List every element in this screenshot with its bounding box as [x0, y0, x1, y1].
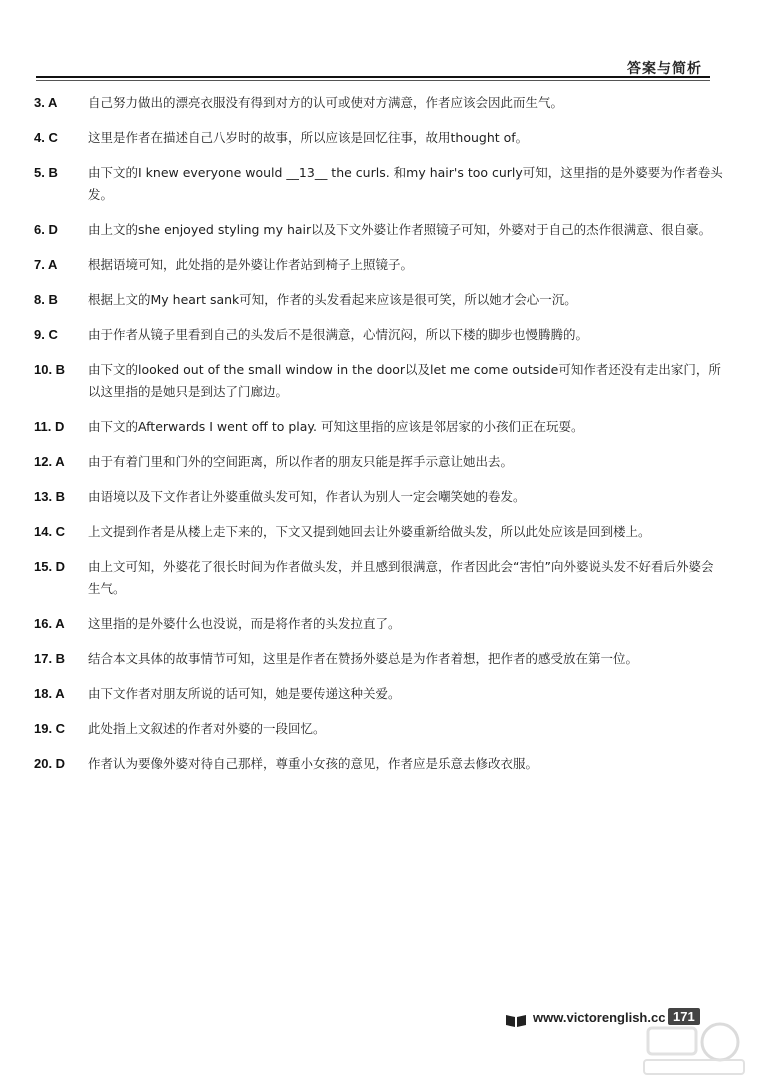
answer-explanation: 由上文可知，外婆花了很长时间为作者做头发，并且感到很满意，作者因此会“害怕”向外婆说头发不好看后外婆会生气。: [88, 559, 714, 596]
answer-item: [34, 416, 724, 438]
answer-explanation: 自己努力做出的漂亮衣服没有得到对方的认可或使对方满意，作者应该会因此而生气。: [88, 95, 564, 110]
answer-explanation: 由下文作者对朋友所说的话可知，她是要传递这种关爱。: [88, 686, 401, 701]
answer-item: [34, 127, 724, 149]
answer-item: [34, 219, 724, 241]
answer-number: 13. B: [34, 489, 66, 504]
answer-explanation: 由下文的Afterwards I went off to play. 可知这里指的应该是邻居家的小孩们正在玩耍。: [88, 419, 584, 434]
answer-item: [34, 648, 724, 670]
answer-number: 10. B: [34, 362, 66, 377]
answer-explanation: 结合本文具体的故事情节可知，这里是作者在赞扬外婆总是为作者着想，把作者的感受放在第一位。: [88, 651, 639, 666]
page-number: 171: [668, 1008, 700, 1025]
answer-number: 16. A: [34, 616, 65, 631]
answer-number: 7. A: [34, 257, 58, 272]
answer-explanation: 根据上文的My heart sank可知，作者的头发看起来应该是很可笑，所以她才会心一沉。: [88, 292, 577, 307]
answer-number: 8. B: [34, 292, 58, 307]
answer-item: [34, 521, 724, 543]
answer-explanation: 由上文的she enjoyed styling my hair以及下文外婆让作者照镜子可知，外婆对于自己的杰作很满意、很自豪。: [88, 222, 712, 237]
answer-number: 15. D: [34, 559, 66, 574]
header-rule-thin: [36, 80, 710, 81]
answer-explanation: 作者认为要像外婆对待自己那样，尊重小女孩的意见，作者应是乐意去修改衣服。: [88, 756, 539, 771]
answer-explanation: 由语境以及下文作者让外婆重做头发可知，作者认为别人一定会嘲笑她的卷发。: [88, 489, 526, 504]
footer-url[interactable]: www.victorenglish.cc: [533, 1010, 666, 1025]
answer-number: 12. A: [34, 454, 65, 469]
answer-item: [34, 486, 724, 508]
header-rule: [36, 76, 710, 78]
answer-item: [34, 556, 724, 600]
answer-item: [34, 92, 724, 114]
answer-number: 6. D: [34, 222, 58, 237]
book-logo-icon: [505, 1012, 527, 1028]
answer-number: 5. B: [34, 165, 58, 180]
answer-item: [34, 324, 724, 346]
answer-number: 20. D: [34, 756, 66, 771]
answer-number: 9. C: [34, 327, 58, 342]
answer-item: [34, 613, 724, 635]
page-header-title: 答案与简析: [627, 61, 702, 77]
answer-explanation: 此处指上文叙述的作者对外婆的一段回忆。: [88, 721, 326, 736]
answer-number: 18. A: [34, 686, 65, 701]
answer-item: [34, 753, 724, 775]
answer-item: [34, 289, 724, 311]
answer-explanation: 由于作者从镜子里看到自己的头发后不是很满意，心情沉闷，所以下楼的脚步也慢腾腾的。: [88, 327, 589, 342]
answer-item: [34, 162, 724, 206]
answer-number: 19. C: [34, 721, 66, 736]
answer-item: [34, 718, 724, 740]
answer-number: 3. A: [34, 95, 58, 110]
watermark-icon: [640, 1020, 750, 1078]
answer-item: [34, 451, 724, 473]
answer-item: [34, 359, 724, 403]
answer-explanation: 根据语境可知，此处指的是外婆让作者站到椅子上照镜子。: [88, 257, 414, 272]
answer-explanation: 由下文的I knew everyone would __13__ the curls. 和my hair's too curly可知，这里指的是外婆要为作者卷头发。: [88, 165, 723, 202]
answer-explanation: 由下文的looked out of the small window in the door以及let me come outside可知作者还没有走出家门，所以这里指的是她只是到达了门廊边。: [88, 362, 721, 399]
answer-explanation: 这里指的是外婆什么也没说，而是将作者的头发拉直了。: [88, 616, 401, 631]
answer-item: [34, 254, 724, 276]
answer-number: 4. C: [34, 130, 58, 145]
answer-number: 14. C: [34, 524, 66, 539]
answer-explanation: 这里是作者在描述自己八岁时的故事，所以应该是回忆往事，故用thought of。: [88, 130, 529, 145]
answer-explanation: 上文提到作者是从楼上走下来的，下文又提到她回去让外婆重新给做头发，所以此处应该是回到楼上。: [88, 524, 651, 539]
answer-number: 11. D: [34, 419, 65, 434]
answer-explanation: 由于有着门里和门外的空间距离，所以作者的朋友只能是挥手示意让她出去。: [88, 454, 514, 469]
answer-number: 17. B: [34, 651, 66, 666]
answer-item: [34, 683, 724, 705]
answer-list: [34, 92, 724, 788]
